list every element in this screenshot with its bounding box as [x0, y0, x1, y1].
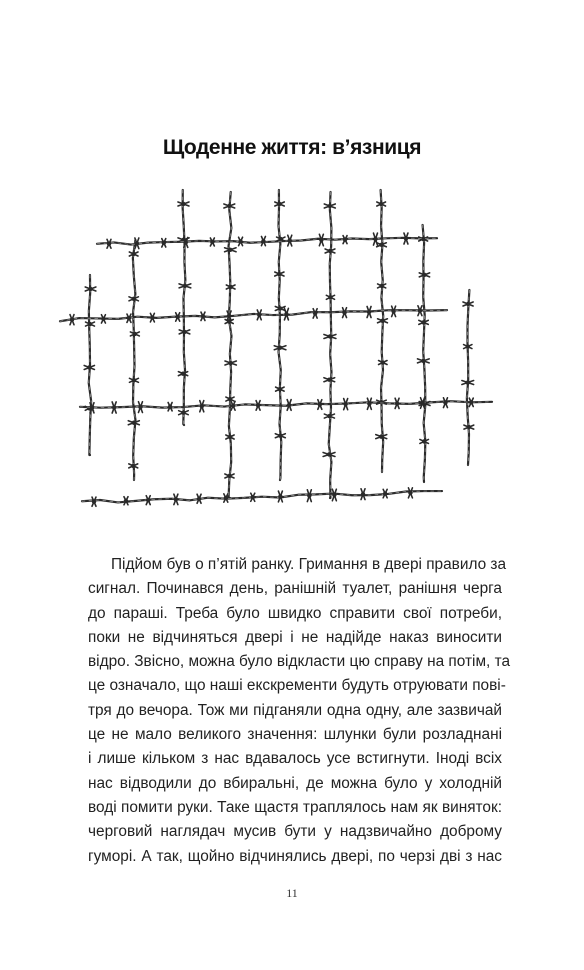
text-line: воді помити руки. Таке щастя траплялось нам як виняток:: [88, 798, 502, 816]
text-line: гуморі. А так, щойно відчинялись двері, по черзі дві з нас: [88, 847, 502, 865]
chapter-title: Щоденне життя: в’язниця: [162, 136, 422, 159]
text-line: поки не відчиняться двері і не надійде наказ виносити: [88, 628, 502, 646]
body-text: [88, 553, 511, 869]
text-line: Підйом був о п’ятій ранку. Гримання в двері правило за: [111, 556, 507, 573]
barbed-wire-strands: [60, 190, 492, 506]
text-line: це означало, що наші екскременти будуть отруювати пові-: [88, 677, 506, 695]
page-number: 11: [286, 886, 298, 900]
text-line: черговий наглядач мусив бути у надзвичайно доброму: [88, 823, 502, 841]
text-line: сигнал. Починався день, ранішній туалет, ранішня черга: [88, 580, 502, 598]
text-line: нас відводили до вбиральні, де можна було у холодній: [88, 774, 502, 792]
text-line: і лише кільком з нас вдавалось усе встигнути. Іноді всіх: [88, 750, 502, 768]
text-line: тря до вечора. Тож ми підганяли одна одну, але зазвичай: [88, 701, 502, 719]
barbed-wire-grid-icon: [52, 180, 502, 520]
text-line: відро. Звісно, можна було відкласти цю справу на потім, та: [88, 653, 511, 671]
text-line: це не мало великого значення: шлунки були розладнані: [88, 726, 502, 744]
text-line: до параші. Треба було швидко справити свої потреби,: [88, 604, 502, 622]
